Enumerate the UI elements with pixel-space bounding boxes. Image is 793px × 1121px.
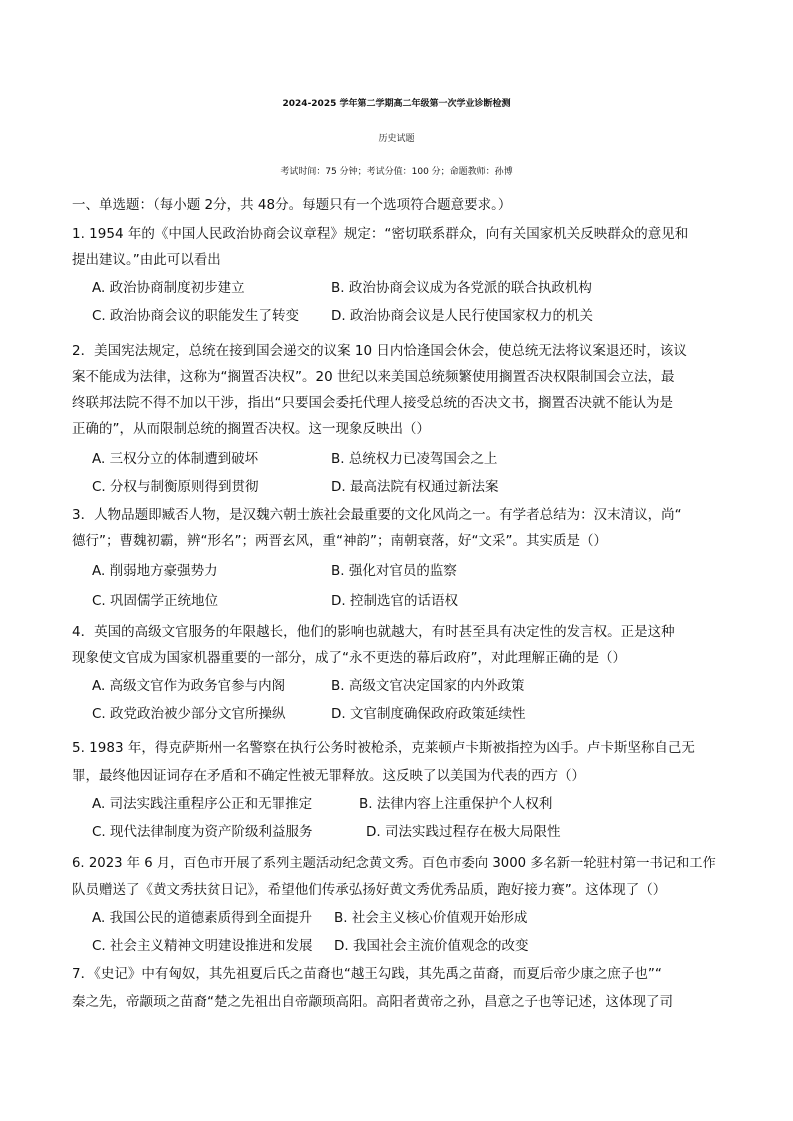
question-line: 终联邦法院不得不加以干涉，指出“只要国会委托代理人接受总统的否决文书，搁置否决就不能认为是: [72, 395, 673, 411]
option-c: C. 政治协商会议的职能发生了转变: [92, 308, 300, 324]
exam-info: 考试时间：75 分钟；考试分值：100 分；命题教师：孙博: [280, 167, 513, 177]
option-c: C. 分权与制衡原则得到贯彻: [92, 479, 259, 495]
question-line: 2．美国宪法规定，总统在接到国会递交的议案 10 日内恰逢国会休会，使总统无法将议案退还时，该议: [72, 343, 687, 359]
option-d: D. 政治协商会议是人民行使国家权力的机关: [331, 308, 593, 324]
option-a: A. 我国公民的道德素质得到全面提升: [92, 910, 313, 926]
option-d: D. 最高法院有权通过新法案: [331, 479, 499, 495]
question-line: 4．英国的高级文官服务的年限越长，他们的影响也就越大，有时甚至具有决定性的发言权。正是这种: [72, 624, 675, 640]
option-b: B. 高级文官决定国家的内外政策: [331, 678, 525, 694]
question-line: 3．人物品题即臧否人物，是汉魏六朝士族社会最重要的文化风尚之一。有学者总结为：汉末清议，尚“: [72, 507, 682, 523]
question-line: 正确的”，从而限制总统的搁置否决权。这一现象反映出（）: [72, 421, 430, 437]
option-c: C. 现代法律制度为资产阶级利益服务: [92, 824, 313, 840]
option-a: A. 司法实践注重程序公正和无罪推定: [92, 796, 313, 812]
option-a: A. 政治协商制度初步建立: [92, 280, 245, 296]
question-line: 7．《史记》中有匈奴，其先祖夏后氏之苗裔也“越王勾践，其先禹之苗裔，而夏后帝少康之庶子也”“: [72, 966, 662, 982]
option-d: D. 司法实践过程存在极大局限性: [366, 824, 561, 840]
option-a: A. 削弱地方豪强势力: [92, 563, 218, 579]
option-b: B. 法律内容上注重保护个人权利: [359, 796, 553, 812]
question-line: 提出建议。”由此可以看出: [72, 252, 221, 268]
option-b: B. 社会主义核心价值观开始形成: [334, 910, 528, 926]
option-b: B. 总统权力已凌驾国会之上: [331, 451, 498, 467]
option-d: D. 文官制度确保政府政策延续性: [331, 706, 526, 722]
exam-subject: 历史试题: [378, 134, 415, 144]
question-line: 6. 2023 年 6 月，百色市开展了系列主题活动纪念黄文秀。百色市委向 3000 多名新一轮驻村第一书记和工作: [72, 856, 716, 871]
question-line: 秦之先，帝颛顼之苗裔“楚之先祖出自帝颛顼高阳。高阳者黄帝之孙，昌意之子也等记述，这体现了司: [72, 994, 673, 1010]
question-line: 队员赠送了《黄文秀扶贫日记》，希望他们传承弘扬好黄文秀优秀品质，跑好接力赛”。这体现了（）: [72, 882, 667, 898]
question-line: 5. 1983 年，得克萨斯州一名警察在执行公务时被枪杀，克莱顿卢卡斯被指控为凶手。卢卡斯坚称自己无: [72, 740, 695, 756]
exam-title: 2024-2025 学年第二学期高二年级第一次学业诊断检测: [282, 99, 511, 109]
question-line: 罪，最终他因证词存在矛盾和不确定性被无罪释放。这反映了以美国为代表的西方（）: [72, 768, 585, 784]
question-line: 案不能成为法律，这称为“搁置否决权”。20 世纪以来美国总统频繁使用搁置否决权限制国会立法，最: [72, 369, 675, 385]
option-b: B. 强化对官员的监察: [331, 563, 457, 579]
section-heading: 一、单选题：（每小题 2分，共 48分。每题只有一个选项符合题意要求。）: [72, 197, 512, 213]
option-c: C. 巩固儒学正统地位: [92, 593, 219, 609]
option-c: C. 社会主义精神文明建设推进和发展: [92, 938, 313, 954]
option-a: A. 三权分立的体制遭到破坏: [92, 451, 259, 467]
question-line: 1. 1954 年的《中国人民政治协商会议章程》规定：“密切联系群众，向有关国家机关反映群众的意见和: [72, 226, 689, 242]
question-line: 德行”；曹魏初霸，辨“形名”；两晋玄风，重“神韵”；南朝衰落，好“文采”。其实质是（）: [72, 533, 607, 549]
option-d: D. 控制选官的话语权: [331, 593, 458, 609]
option-b: B. 政治协商会议成为各党派的联合执政机构: [331, 280, 592, 296]
option-c: C. 政党政治被少部分文官所操纵: [92, 706, 286, 722]
option-a: A. 高级文官作为政务官参与内阁: [92, 678, 286, 694]
option-d: D. 我国社会主流价值观念的改变: [334, 938, 529, 954]
question-line: 现象使文官成为国家机器重要的一部分，成了“永不更迭的幕后政府”，对此理解正确的是（）: [72, 650, 626, 666]
